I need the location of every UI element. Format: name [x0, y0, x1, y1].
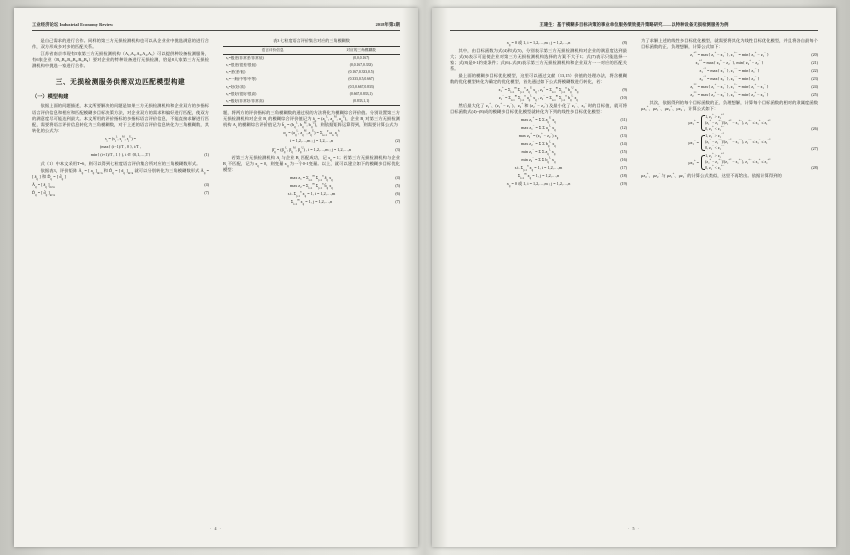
right-columns	[450, 38, 818, 524]
paragraph: 是自己需求的进行合作。同样的第三方无损检测机构也可以从企业业中挑选满意的进行合作，双方形成多对多的匹配关系。	[32, 38, 209, 50]
equation-label: μz₂+ =	[688, 158, 700, 165]
equation-text: $\max z_2 = \Sigma_{i=1}^m$ $\Sigma_{j=1}^n$ $b̃_{ij}$ $x_{ij}$	[290, 181, 333, 190]
case-row: 0, z₁+ < z₁+−	[705, 124, 725, 131]
case-row: (z₂+ − z₂+−)/(z₂+* − z₂+−), z₂+− ≤ z₂+ ≤ z₂+*	[705, 157, 771, 164]
equation-5	[223, 183, 400, 190]
equation-text: i = 1,2,…,m ; j = 1,2,…,n	[290, 138, 333, 144]
table-row	[223, 98, 400, 106]
right-folio: · 5 ·	[628, 526, 640, 531]
paragraph: 若第三方无损检测机构 $A_i$ 与企业 $B_j$ 匹配成功，记 $x_{ij} = 1$；若第三方无损检测机构与企业 $B_j$ 不匹配，记为 $x_{ij} = 0$，则变量 $x_{ij}$ 为一个0-1变量。以上，就可以建立如下的模糊多目标优化模型：	[223, 155, 400, 173]
equation-2	[223, 130, 400, 145]
equation-text: $x_{ij} = 0$ 或 1, i = 1,2,…,m ; j = 1,2,…,n	[506, 39, 571, 47]
equation-4	[223, 175, 400, 182]
table-row	[223, 54, 400, 62]
equation-18	[450, 173, 627, 180]
left-column-2	[216, 38, 400, 524]
table-cell: (0.833,1,1)	[322, 98, 400, 106]
equation-number: (18)	[620, 173, 627, 179]
equation-text: min z₁− = Σ Σ $a_{ij}^L$ $x_{ij}$	[521, 147, 556, 156]
left-running-head	[32, 22, 400, 31]
right-running-head	[450, 22, 818, 31]
equation-number: (22)	[811, 67, 818, 73]
equation-7	[223, 199, 400, 206]
cases-brace	[700, 151, 771, 172]
equation-tail-2	[32, 190, 209, 197]
table-cell: s₆=极好(非常好/非常高)	[223, 98, 322, 106]
table-cell: (0.333,0.5,0.667)	[348, 77, 374, 82]
case-row: 0, z₁− < z₁−−	[705, 143, 725, 151]
equation-number: (28)	[811, 165, 818, 171]
equation-text: max z₂+ = (z₂+ − z₂−) $x_{ij}$	[518, 131, 559, 140]
equation-line	[223, 138, 400, 145]
equation-26	[641, 114, 818, 132]
equation-number: (9)	[622, 86, 627, 92]
equation-text: $\Sigma_{i=1}^m$ $x_{ij} = 1$, j = 1,2,…,n	[517, 171, 560, 181]
equation-line: (max{ (i−1)/T , 0 }, i/T ,	[99, 144, 141, 150]
equation-1	[32, 136, 209, 159]
equation-24	[641, 84, 818, 91]
equation-text: $Ã_{ij}$ = [ $ã_{ij}$ ]$_{m\times n}$	[32, 181, 55, 189]
article-title: 王建生：基于模糊多目标决策的事业单位服务绩效提升策略研究——以特种设备无损检测服务为例	[539, 22, 729, 27]
equation-number: (20)	[811, 51, 818, 57]
paragraph: 江苏省南京市现有5家第三方无损检测机构（A₁,A₂,A₃,A₄,A₅）可以提供种设备检测服务，有6家企业（B₁,B₂,B₃,B₄,B₅,B₆）要对企业的特种设备进行无损检测，恰是8人家第三方无损检测机构中挑选一家进行合作。	[32, 51, 209, 69]
equation-tail-1	[32, 182, 209, 189]
equation-number: (10)	[620, 94, 627, 100]
equation-text: min{ (i+1)/T , 1 } ), i ∈ {0,1,…,T}	[90, 152, 151, 158]
table-cell: s₃=一般(中等/中等)	[226, 77, 257, 82]
equation-text: max z₂− = Σ Σ $b_{ij}^L$ $x_{ij}$	[521, 139, 556, 148]
table-row	[223, 83, 400, 90]
equation-12	[450, 125, 627, 132]
equation-text: $\betã_{ij} = (\beta_{ij}^L$, $\beta_{ij}^M$, $\beta_{ij}^U$) , i = 1,2,…,m ; j = 1,2,…,n	[272, 145, 351, 154]
equation-text: $z_1^- = \Sigma_{i=1}^m$ $\Sigma_{j=1}^n$ $a_{ij}^L$ $x_{ij}$ , $z_2^- = \Sigma_{i=1}^m$ $\Sigma_{j=1}^n$ $b_{ij}^L$ $x_{ij}$	[498, 93, 579, 102]
equation-number: (25)	[811, 92, 818, 98]
table-cell: s₁=很差(很差/很低)	[226, 62, 257, 67]
equation-21	[641, 60, 818, 67]
equation-text: min z₂− = Σ Σ $b_{ij}^L$ $x_{ij}$	[521, 155, 556, 164]
equation-text: max z₁+ = Σ Σ $a_{ij}^U$ $x_{ij}$	[521, 115, 556, 124]
equation-number: (2)	[395, 138, 400, 144]
equation-text: $x_{ij} = 0$ 或 1, i = 1,2,…,m ; j = 1,2,…,n	[506, 181, 571, 189]
equation-text: $\Sigma_{i=1}^m$ $x_{ij} = 1$, j = 1,2,…,n	[290, 197, 333, 206]
equation-13	[450, 133, 627, 140]
paragraph: 其中，由目标函数为式(4)和式(5)，分别表示第三方无损检测机构对企业的满意度达到最大；式(6)表示可是使企业对第三方无损检测机构选择的方案不大于1；式(7)表示只能选择一家；式(8)是0-1约束条件；式(6)–式(8)表示第三方无损检测机构和企业双方一一对应的匹配关系。	[450, 47, 627, 71]
equation-number: (13)	[620, 132, 627, 138]
equation-label: μz₁+ =	[688, 118, 700, 126]
table-header-row	[223, 46, 400, 54]
table-header-cell: 语言评价信息	[223, 46, 322, 54]
equation-text: s.t. $\Sigma_{j=1}^n$ $x_{ij} = 1$, i = 1,2,…,m	[287, 189, 336, 198]
equation-text: $\max z_1 = \Sigma_{i=1}^m$ $\Sigma_{j=1}^n$ $ã_{ij}$ $x_{ij}$	[290, 173, 333, 182]
left-page	[14, 8, 418, 547]
case-row: 1, z₂+ > z₂+*	[705, 151, 725, 159]
equation-number: (12)	[620, 124, 627, 130]
paragraph: μz₂+、μz₂− 与 μz₁+、μz₁− 的计算公式类似，这里不再给出。依据计算得到的	[641, 172, 782, 179]
table-row	[223, 69, 400, 76]
equation-number: (7)	[395, 199, 400, 205]
table-cell: s₀=极差(非常差/非常低)	[226, 55, 264, 60]
equation-text: z₂** = max{ z₂+ − z₂− }, z₂*− = min{ z₂+ − z₂− }	[690, 90, 769, 98]
equation-9	[450, 87, 627, 94]
case-row: (z₁+ − z₁+−)/(z₁+* − z₁+−), z₁+− ≤ z₁+ ≤ z₁+*	[705, 118, 771, 125]
table-cell: (0.667,0.833,1)	[349, 91, 373, 96]
equation-19	[450, 181, 627, 188]
equation-label: μz₁− =	[688, 138, 700, 145]
equation-number: (19)	[620, 181, 627, 187]
equation-number: (7)	[204, 189, 209, 195]
equation-text: z₁+* = max{ z₁+ − z₁− }, z₁+− = min{ z₁+ − z₁− }	[690, 50, 769, 57]
table-caption: 表3 七粒度语言评价集合对应的三角模糊数	[273, 38, 350, 43]
table-row	[223, 76, 400, 83]
table-cell: (0.167,0.333,0.5)	[348, 70, 374, 75]
equation-number: (1)	[204, 152, 209, 158]
paragraph: 依据上面的问题描述，本文所要解决的问题是如果三方无损检测机构和企业双方的多指标语言评价信息和相应和匹配模糊多目标决策方法，对企业双方的需求和偏好进行匹配，使双方的满意度尽可能达到最大。本文所用的评价指标的多指标语言评价信息，不能直接求解进行匹配，需要将语言评价信息转化为三角模糊数，对于上述的语言评价信息转化为三角模糊数，其转化的公式为：	[32, 103, 209, 133]
cases-brace	[700, 134, 771, 152]
equation-number: (3)	[395, 146, 400, 152]
table-row	[223, 62, 400, 69]
case-row: 0, z₂+ < z₂+−	[705, 163, 725, 170]
table-block	[223, 38, 400, 106]
equation-number: (27)	[811, 145, 818, 151]
equation-17	[450, 165, 627, 172]
equation-number: (17)	[620, 165, 627, 171]
issue-label: 2018年第2期	[375, 22, 400, 27]
table-cell: (0,0,0.167)	[352, 55, 370, 60]
equation-10	[450, 95, 627, 102]
paragraph: 依据表3，评价矩阵 $Ã_{ij}$ = [ $a_{ij}$ ]$_{m\times n}$ 和 $D̃_{ij}$ = [ $d_{ij}$ ]$_{m\times n}$ 就可以分别转化为三角模糊数形式 $Ã_{ij}$ = [ $ã_{ij}$ ] 和 $D̃_{ij}$ = [ $d̃_{ij}$ ]	[32, 167, 210, 181]
equation-text: z₂−* = max{ z₂− }, z₂−− = min{ z₂− }	[699, 74, 760, 81]
equation-8	[450, 40, 627, 47]
equation-text: $z_1^+ = \Sigma_{i=1}^m$ $\Sigma_{j=1}^n$ $a_{ij}^U$ $x_{ij}$ , $z_2^+ = \Sigma_{i=1}^m$ $\Sigma_{j=1}^n$ $b_{ij}^U$ $x_{ij}$	[498, 85, 579, 94]
equation-11	[450, 117, 627, 124]
right-column-1	[450, 38, 634, 524]
equation-text: z₂+* = max{ z₂+ − z₂− }, min{ z₂+ − z₂− }	[695, 58, 764, 65]
equation-23	[641, 76, 818, 83]
journal-name: 工业经济论坛 Industrial Economy Review	[32, 22, 114, 27]
equation-25	[641, 92, 818, 99]
right-page	[432, 8, 836, 547]
case-row: (z₁− − z₁−−)/(z₁−* − z₁−−), z₁−− ≤ z₁− ≤ z₁−*	[705, 138, 771, 145]
equation-number: (8)	[622, 39, 627, 45]
equation-number: (4)	[204, 181, 209, 187]
equation-number: (23)	[811, 75, 818, 81]
table-row	[223, 91, 400, 98]
equation-line	[32, 152, 209, 159]
equation-6	[223, 191, 400, 198]
equation-number: (5)	[395, 182, 400, 188]
fuzzy-number-table	[223, 46, 400, 107]
right-column-2	[634, 38, 818, 524]
equation-28	[641, 151, 818, 172]
case-row: 1, z₁+ > z₁+*	[705, 112, 725, 119]
equation-line: $s_i = (s_i^L$, $s_i^M$, $s_i^U$) =	[104, 134, 137, 143]
equation-15	[450, 149, 627, 156]
table-cell: s₂=差(差/低)	[226, 70, 246, 75]
paragraph: 为了求解上述的线性多目标优化模型，就需要将其化为线性目标优化模型，并且将各自最每个目标函数的正、负理想解，计算公式如下：	[641, 38, 818, 50]
section-heading: 三、无损检测服务供需双边匹配模型构建	[55, 79, 186, 87]
table-cell: (0,0.167,0.333)	[349, 62, 373, 67]
equation-text: s.t. $\Sigma_{j=1}^n$ $x_{ij} = 1$, i = 1,2,…,m	[514, 163, 563, 172]
equation-number: (21)	[811, 59, 818, 65]
paragraph: 然后最大化了 z₁+、(z₁+ − z₁−)、z₂+ 和 (z₂+ − z₂−) 及最小化了 z₁−、z₂− 时的目标值，就可将目标函数式(4)~(8)成的模糊多目标优化模型就转化为下列的线性多目标优化模型：	[450, 101, 627, 114]
left-folio: · 4 ·	[210, 526, 222, 531]
equation-number: (26)	[811, 126, 818, 132]
left-column-1	[32, 38, 216, 524]
paragraph: 其次，依据得到的每个目标函数的正、负理想解，计算每个目标函数的相对的隶属度函数 μz₁+、μz₁−、μz₂+、μz₂−，计算公式如下：	[641, 100, 818, 112]
paragraph: 式（1）中本文采用T=6，则可以得到七粒度语言评价集合所对应的三角模糊数形式。	[40, 160, 201, 166]
table-header-cell: 对应的三角模糊数	[322, 46, 400, 54]
equation-number: (14)	[620, 140, 627, 146]
paragraph: 题，将两方的评价指标的三角模糊数的通过权的方法将化为模糊综合评价值。分别设置第三方无损检测机构对企业 $B_j$ 的模糊综合评价值记为 $ã_{ij} = (a_{ij}^L$, $a_{ij}^M$, $a_{ij}^U$)，企业 $B_j$ 对第三方无损检测机构 $A_i$ 的模糊综合评价值记为 $b̃_{ij} = (b_{ij}^L$, $b_{ij}^M$, $b_{ij}^U$)，则依据矩阵运算得到，则需要计算公式为	[223, 110, 400, 130]
equation-3	[223, 147, 400, 154]
table-cell: (0.5,0.667,0.833)	[348, 84, 374, 89]
equation-number: (11)	[620, 116, 627, 122]
equation-16	[450, 157, 627, 164]
equation-text: $D̃_{ij}$ = [ $d̃_{ij}$ ]$_{m\times n}$	[32, 189, 56, 197]
equation-number: (16)	[620, 157, 627, 162]
equation-text: z₁** = max{ z₁+ − z₁− }, z₁*− = min{ z₁+ − z₁− }	[690, 82, 769, 90]
equation-number: (15)	[620, 148, 627, 154]
equation-20	[641, 52, 818, 59]
paragraph: 最上面的模糊多目标优化模型，这里可以通过文献（13,15）价值的处理办法，将含模糊数的优化模型转化为确定的优化模型，首先通过如下公式将模糊数进行转化，若：	[450, 72, 627, 85]
equation-14	[450, 141, 627, 148]
equation-text: max z₁− = Σ Σ $a_{ij}^L$ $x_{ij}$	[521, 123, 556, 132]
equation-line: $\alpha_{ij} = (a_{ij}^L$, $a_{ij}^M$, $a_{ij}^U) = \Sigma_{k=1}^p$ $\omega_k$ $a_{ij}^k$	[283, 128, 340, 138]
table-cell: s₅=很好(很好/很高)	[226, 91, 257, 96]
equation-22	[641, 68, 818, 75]
case-row: 1, z₁− > z₁−*	[705, 132, 725, 139]
equation-number: (6)	[395, 191, 400, 197]
equation-number: (24)	[811, 84, 818, 90]
equation-number: (4)	[395, 174, 400, 180]
equation-text: z₁−* = max{ z₁− }, z₁−− = min{ z₁− }	[699, 66, 760, 73]
table-cell: s₄=好(好/高)	[226, 84, 246, 89]
left-columns	[32, 38, 400, 524]
subsection-heading: （一）模型构建	[32, 94, 69, 101]
cases-brace	[700, 114, 771, 132]
equation-27	[641, 134, 818, 152]
